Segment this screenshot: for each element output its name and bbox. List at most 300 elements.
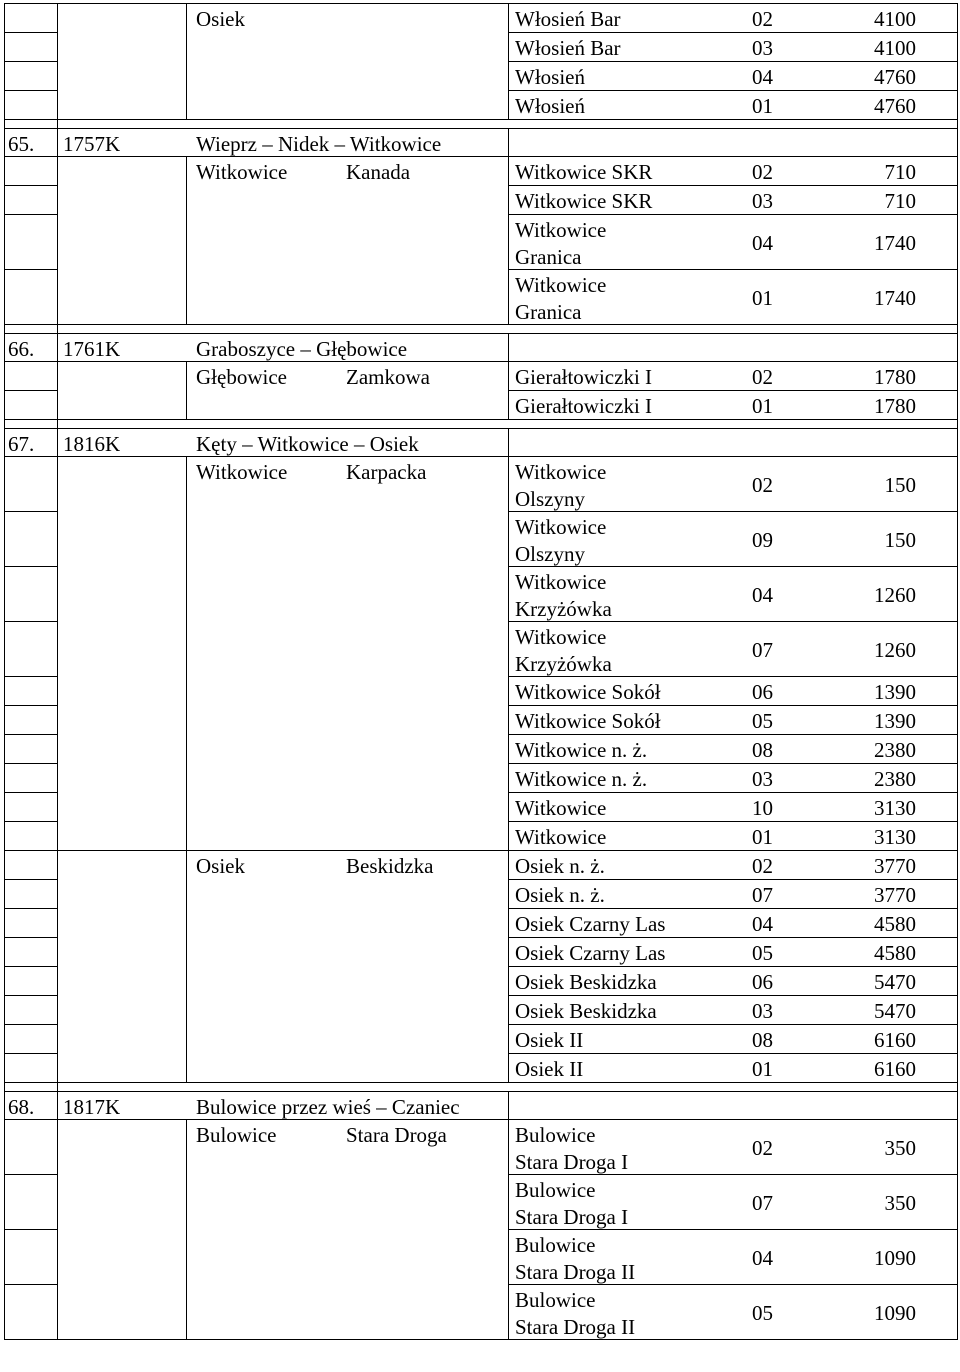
stop-name-cell: Witkowice SKR (515, 189, 653, 213)
table-rule (4, 1284, 5, 1340)
table-rule (4, 850, 5, 880)
table-rule (4, 1284, 57, 1285)
street-cell: Zamkowa (346, 365, 430, 389)
stop-number-cell: 01 (752, 1056, 773, 1081)
distance-cell: 2380 (874, 766, 916, 791)
table-rule (4, 1339, 957, 1340)
table-rule (57, 32, 58, 62)
table-rule (57, 676, 58, 706)
table-rule (186, 61, 187, 91)
distance-cell: 1740 (874, 230, 916, 255)
table-rule (186, 676, 187, 706)
table-rule (957, 1082, 958, 1091)
table-rule (508, 511, 957, 512)
table-rule (4, 676, 5, 706)
distance-cell: 1740 (874, 285, 916, 310)
distance-cell: 1090 (874, 1300, 916, 1325)
table-rule (186, 1119, 187, 1175)
table-rule (508, 1229, 957, 1230)
table-rule (57, 214, 58, 270)
table-rule (57, 995, 58, 1025)
table-rule (186, 850, 187, 880)
table-rule (957, 676, 958, 706)
table-rule (957, 1091, 958, 1120)
table-rule (4, 456, 5, 512)
table-rule (508, 390, 509, 420)
table-rule (57, 128, 58, 157)
table-rule (4, 879, 57, 880)
stop-name-cell: Witkowice (515, 625, 607, 649)
table-rule (4, 1174, 5, 1230)
stop-name-cell: Osiek n. ż. (515, 883, 605, 907)
stop-number-cell: 03 (752, 766, 773, 791)
distance-cell: 3130 (874, 795, 916, 820)
table-rule (4, 937, 5, 967)
table-rule (57, 185, 58, 215)
table-rule (957, 333, 958, 362)
table-rule (57, 61, 58, 91)
distance-cell: 350 (884, 1190, 916, 1215)
table-rule (957, 621, 958, 677)
table-rule (57, 361, 58, 391)
table-rule (508, 676, 509, 706)
table-rule (4, 324, 5, 333)
table-rule (508, 511, 509, 567)
distance-cell: 350 (884, 1135, 916, 1160)
table-rule (957, 214, 958, 270)
table-rule (957, 966, 958, 996)
table-rule (957, 705, 958, 735)
table-rule (4, 566, 5, 622)
stop-number-cell: 06 (752, 679, 773, 704)
table-rule (186, 32, 187, 62)
distance-cell: 2380 (874, 737, 916, 762)
table-rule (957, 792, 958, 822)
table-rule (508, 1053, 509, 1083)
table-rule (4, 1091, 957, 1092)
table-rule (4, 821, 57, 822)
stop-name-cell: Bulowice (515, 1233, 596, 1257)
table-rule (508, 1284, 957, 1285)
distance-cell: 1780 (874, 364, 916, 389)
stop-name-cell: Gierałtowiczki I (515, 365, 653, 389)
distance-cell: 3770 (874, 882, 916, 907)
table-rule (186, 214, 187, 270)
table-rule (508, 705, 509, 735)
table-rule (508, 1091, 509, 1120)
route-number: 66. (8, 337, 35, 361)
table-rule (4, 333, 5, 362)
table-rule (186, 821, 187, 851)
table-rule (957, 128, 958, 157)
table-rule (957, 390, 958, 420)
stop-name-cell: Granica (515, 245, 582, 269)
table-rule (4, 32, 57, 33)
table-rule (957, 850, 958, 880)
table-rule (508, 763, 509, 793)
table-rule (4, 1024, 57, 1025)
stop-number-cell: 01 (752, 824, 773, 849)
table-rule (4, 214, 57, 215)
stop-number-cell: 03 (752, 35, 773, 60)
stop-number-cell: 02 (752, 853, 773, 878)
distance-cell: 4580 (874, 911, 916, 936)
stop-number-cell: 06 (752, 969, 773, 994)
table-rule (957, 1174, 958, 1230)
table-rule (508, 850, 509, 880)
stop-name-cell: Witkowice n. ż. (515, 767, 648, 791)
table-rule (957, 185, 958, 215)
distance-cell: 4100 (874, 35, 916, 60)
stop-name-cell: Włosień Bar (515, 36, 621, 60)
table-rule (508, 214, 509, 270)
table-rule (508, 566, 957, 567)
table-rule (957, 269, 958, 325)
table-rule (508, 821, 509, 851)
stop-name-cell: Gierałtowiczki I (515, 394, 653, 418)
table-rule (508, 995, 509, 1025)
table-rule (186, 390, 187, 420)
table-rule (508, 621, 957, 622)
stop-number-cell: 04 (752, 64, 773, 89)
table-rule (186, 90, 187, 120)
table-rule (186, 185, 187, 215)
table-rule (4, 1119, 957, 1120)
stop-number-cell: 07 (752, 882, 773, 907)
stop-name-cell: Witkowice (515, 570, 607, 594)
table-rule (57, 1229, 58, 1285)
table-rule (957, 419, 958, 428)
table-rule (186, 792, 187, 822)
stop-number-cell: 05 (752, 940, 773, 965)
table-rule (57, 621, 58, 677)
table-rule (186, 1229, 187, 1285)
table-rule (57, 269, 58, 325)
stop-name-cell: Osiek II (515, 1057, 584, 1081)
distance-cell: 4760 (874, 93, 916, 118)
stop-number-cell: 02 (752, 6, 773, 31)
city-cell: Osiek (196, 854, 245, 878)
stop-name-cell: Witkowice Sokół (515, 680, 661, 704)
distance-cell: 1390 (874, 679, 916, 704)
stop-number-cell: 05 (752, 708, 773, 733)
stop-name-cell: Witkowice (515, 515, 607, 539)
distance-cell: 6160 (874, 1056, 916, 1081)
stop-name-cell: Stara Droga I (515, 1205, 629, 1229)
table-rule (4, 390, 57, 391)
route-code: 1817K (63, 1095, 121, 1119)
table-rule (57, 908, 58, 938)
table-rule (4, 128, 957, 129)
table-rule (508, 456, 509, 512)
distance-cell: 1780 (874, 393, 916, 418)
table-rule (957, 324, 958, 333)
table-rule (4, 1174, 57, 1175)
stop-name-cell: Witkowice (515, 796, 607, 820)
table-rule (957, 511, 958, 567)
table-rule (4, 705, 57, 706)
table-rule (508, 3, 509, 33)
stop-name-cell: Włosień (515, 65, 585, 89)
table-rule (57, 390, 58, 420)
distance-cell: 150 (884, 472, 916, 497)
table-rule (186, 156, 187, 186)
table-rule (4, 676, 57, 677)
table-rule (4, 419, 957, 420)
table-rule (57, 156, 58, 186)
route-name: Bulowice przez wieś – Czaniec (196, 1095, 460, 1119)
street-cell: Kanada (346, 160, 411, 184)
table-rule (186, 1024, 187, 1054)
stop-number-cell: 01 (752, 285, 773, 310)
table-rule (186, 966, 187, 996)
stop-name-cell: Witkowice (515, 273, 607, 297)
table-rule (957, 821, 958, 851)
table-rule (4, 156, 5, 186)
table-rule (957, 1053, 958, 1083)
stop-number-cell: 05 (752, 1300, 773, 1325)
table-rule (508, 1024, 509, 1054)
table-rule (4, 419, 5, 428)
table-rule (57, 1091, 58, 1120)
route-number: 68. (8, 1095, 35, 1119)
table-rule (508, 937, 509, 967)
table-rule (4, 1053, 5, 1083)
table-rule (4, 90, 57, 91)
table-rule (4, 995, 57, 996)
table-rule (57, 966, 58, 996)
table-rule (508, 128, 509, 157)
table-rule (957, 763, 958, 793)
table-rule (4, 61, 57, 62)
table-rule (4, 119, 5, 128)
table-rule (4, 1082, 5, 1091)
table-rule (508, 1174, 509, 1230)
stop-name-cell: Granica (515, 300, 582, 324)
table-rule (508, 361, 509, 391)
stop-number-cell: 01 (752, 93, 773, 118)
route-code: 1757K (63, 132, 121, 156)
table-rule (186, 269, 187, 325)
stop-number-cell: 02 (752, 472, 773, 497)
table-rule (4, 90, 5, 120)
table-rule (57, 1053, 58, 1083)
table-rule (4, 428, 957, 429)
table-rule (57, 1174, 58, 1230)
city-cell: Bulowice (196, 1123, 277, 1147)
table-rule (957, 908, 958, 938)
route-code: 1816K (63, 432, 121, 456)
stop-name-cell: Witkowice (515, 218, 607, 242)
stop-number-cell: 01 (752, 393, 773, 418)
table-rule (508, 908, 509, 938)
table-rule (57, 879, 58, 909)
table-rule (4, 705, 5, 735)
street-cell: Karpacka (346, 460, 427, 484)
table-rule (4, 1091, 5, 1120)
table-rule (57, 850, 58, 880)
table-rule (4, 966, 57, 967)
table-rule (4, 1082, 957, 1083)
distance-cell: 5470 (874, 998, 916, 1023)
table-rule (508, 269, 509, 325)
distance-cell: 3130 (874, 824, 916, 849)
city-cell: Głębowice (196, 365, 287, 389)
stop-name-cell: Witkowice n. ż. (515, 738, 648, 762)
stop-name-cell: Osiek Beskidzka (515, 970, 657, 994)
table-rule (508, 214, 957, 215)
distance-cell: 150 (884, 527, 916, 552)
table-rule (57, 1284, 58, 1340)
table-rule (4, 821, 5, 851)
table-rule (4, 908, 5, 938)
table-rule (186, 566, 187, 622)
table-rule (4, 456, 957, 457)
table-rule (4, 61, 5, 91)
table-rule (4, 763, 5, 793)
city-cell: Osiek (196, 7, 245, 31)
table-rule (957, 32, 958, 62)
table-rule (4, 1229, 57, 1230)
table-rule (186, 621, 187, 677)
table-rule (4, 119, 957, 120)
street-cell: Beskidzka (346, 854, 434, 878)
stop-name-cell: Osiek Czarny Las (515, 941, 666, 965)
table-rule (4, 621, 5, 677)
table-rule (4, 1229, 5, 1285)
table-rule (57, 333, 58, 362)
stop-name-cell: Stara Droga I (515, 1150, 629, 1174)
table-rule (186, 995, 187, 1025)
table-rule (508, 734, 509, 764)
table-rule (186, 3, 187, 33)
table-rule (957, 156, 958, 186)
stop-number-cell: 07 (752, 637, 773, 662)
table-rule (4, 185, 5, 215)
table-rule (4, 763, 57, 764)
table-rule (4, 269, 57, 270)
street-cell: Stara Droga (346, 1123, 447, 1147)
table-rule (957, 1024, 958, 1054)
table-rule (957, 566, 958, 622)
table-rule (957, 937, 958, 967)
stop-number-cell: 10 (752, 795, 773, 820)
stop-name-cell: Osiek II (515, 1028, 584, 1052)
distance-cell: 5470 (874, 969, 916, 994)
stop-number-cell: 02 (752, 364, 773, 389)
table-rule (57, 511, 58, 567)
table-rule (57, 792, 58, 822)
table-rule (508, 566, 509, 622)
stop-number-cell: 02 (752, 159, 773, 184)
table-rule (57, 419, 58, 428)
table-rule (186, 1174, 187, 1230)
stop-number-cell: 03 (752, 998, 773, 1023)
table-rule (508, 1284, 509, 1340)
table-rule (508, 621, 509, 677)
table-rule (957, 995, 958, 1025)
table-rule (4, 850, 957, 851)
table-rule (186, 705, 187, 735)
table-rule (186, 1284, 187, 1340)
table-rule (186, 908, 187, 938)
table-rule (4, 128, 5, 157)
stop-name-cell: Włosień Bar (515, 7, 621, 31)
table-rule (508, 1119, 509, 1175)
stop-name-cell: Krzyżówka (515, 597, 612, 621)
stop-number-cell: 08 (752, 737, 773, 762)
table-rule (186, 879, 187, 909)
distance-cell: 1090 (874, 1245, 916, 1270)
distance-cell: 1390 (874, 708, 916, 733)
route-name: Wieprz – Nidek – Witkowice (196, 132, 442, 156)
table-rule (186, 456, 187, 512)
table-rule (4, 621, 57, 622)
table-rule (4, 324, 957, 325)
stop-name-cell: Olszyny (515, 542, 585, 566)
table-rule (4, 908, 57, 909)
table-rule (508, 792, 509, 822)
stop-number-cell: 03 (752, 188, 773, 213)
table-rule (957, 428, 958, 457)
stop-number-cell: 07 (752, 1190, 773, 1215)
table-rule (4, 1024, 5, 1054)
table-rule (508, 185, 509, 215)
stop-name-cell: Bulowice (515, 1123, 596, 1147)
stop-name-cell: Olszyny (515, 487, 585, 511)
table-rule (57, 937, 58, 967)
table-rule (4, 1119, 5, 1175)
table-rule (57, 428, 58, 457)
table-rule (57, 1119, 58, 1175)
table-rule (4, 156, 957, 157)
stop-name-cell: Witkowice (515, 825, 607, 849)
distance-cell: 4100 (874, 6, 916, 31)
table-rule (957, 90, 958, 120)
table-rule (186, 511, 187, 567)
table-rule (4, 511, 57, 512)
table-rule (957, 1229, 958, 1285)
table-rule (4, 792, 5, 822)
stop-name-cell: Osiek Czarny Las (515, 912, 666, 936)
table-rule (4, 333, 957, 334)
table-rule (186, 734, 187, 764)
table-rule (57, 1024, 58, 1054)
distance-cell: 1260 (874, 637, 916, 662)
route-name: Graboszyce – Głębowice (196, 337, 408, 361)
table-rule (57, 90, 58, 120)
stop-name-cell: Bulowice (515, 1288, 596, 1312)
table-rule (4, 1053, 57, 1054)
city-cell: Witkowice (196, 460, 288, 484)
table-rule (4, 734, 57, 735)
table-rule (508, 879, 509, 909)
route-number: 67. (8, 432, 35, 456)
table-rule (4, 966, 5, 996)
distance-cell: 710 (884, 188, 916, 213)
table-rule (957, 1119, 958, 1175)
distance-cell: 1260 (874, 582, 916, 607)
table-rule (4, 511, 5, 567)
table-rule (957, 1284, 958, 1340)
table-rule (4, 3, 957, 4)
stop-number-cell: 04 (752, 1245, 773, 1270)
table-rule (186, 1053, 187, 1083)
table-rule (508, 1174, 957, 1175)
stop-number-cell: 04 (752, 582, 773, 607)
route-number: 65. (8, 132, 35, 156)
table-rule (957, 119, 958, 128)
